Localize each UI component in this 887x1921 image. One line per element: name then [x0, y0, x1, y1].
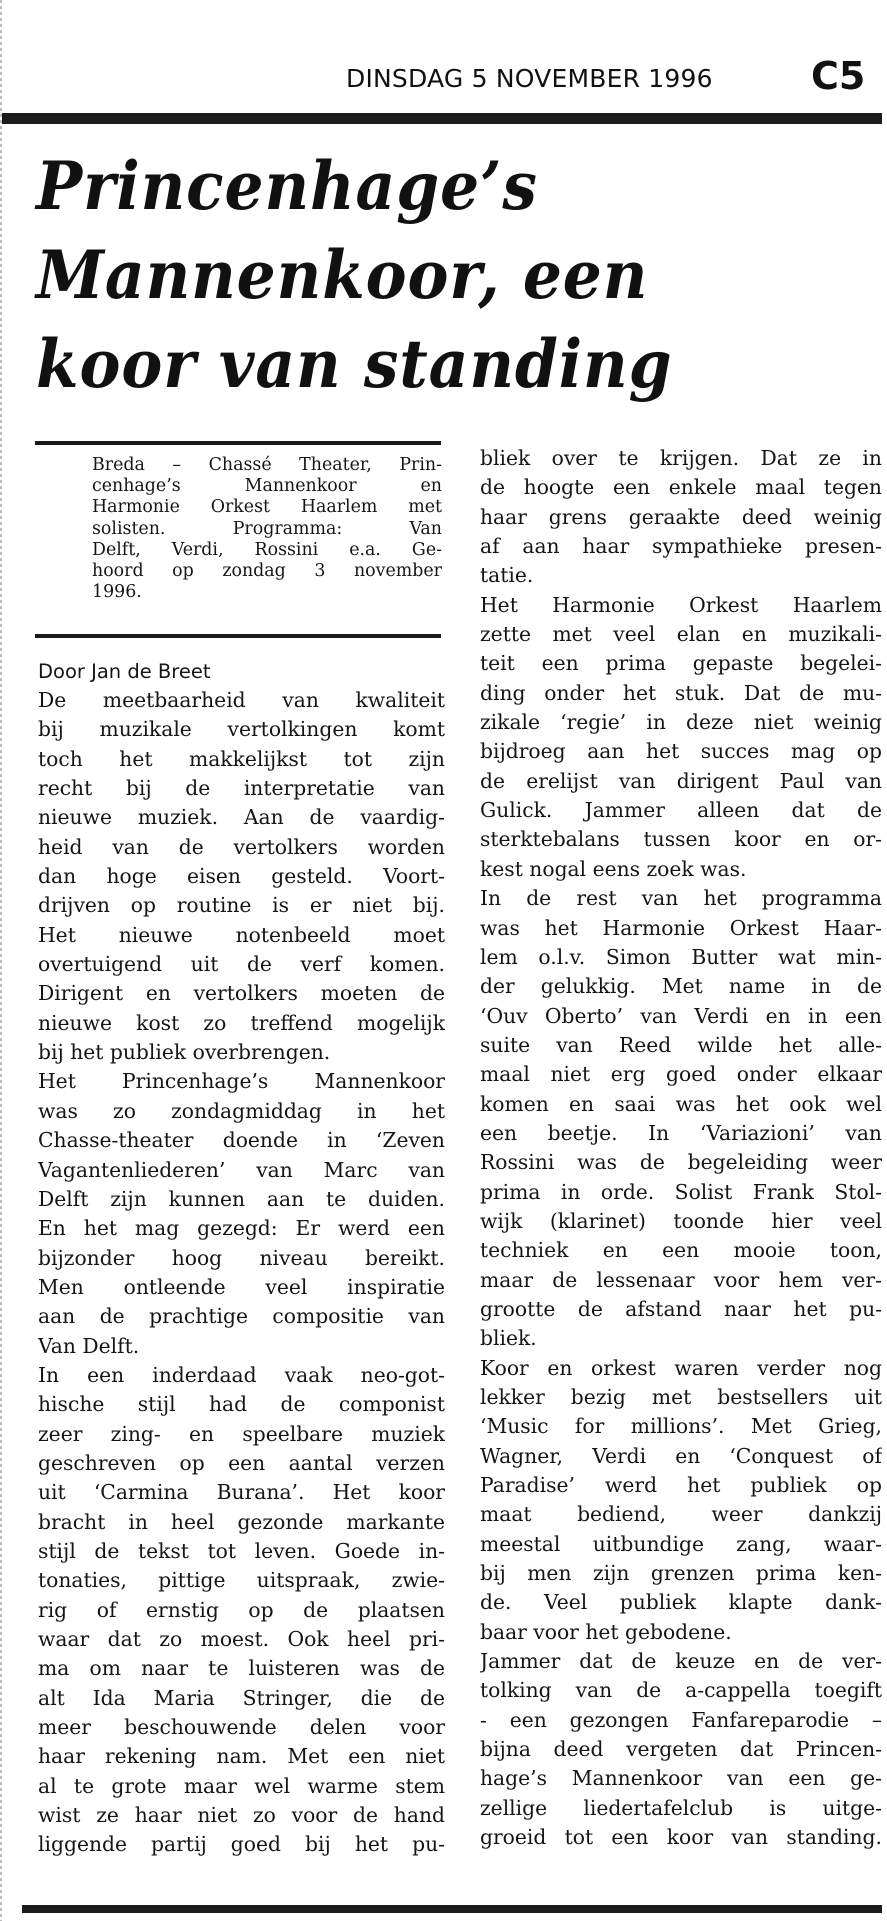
- body-text-line: teit een prima gepaste begelei-: [480, 651, 882, 676]
- body-text-line: Gulick. Jammer alleen dat de: [480, 798, 882, 823]
- body-text-line: was het Harmonie Orkest Haar-: [480, 915, 882, 940]
- issue-date: DINSDAG 5 NOVEMBER 1996: [346, 64, 713, 93]
- intro-rule-bottom: [35, 634, 441, 638]
- body-text-line: Jammer dat de keuze en de ver-: [480, 1649, 882, 1674]
- body-text-line: tatie.: [480, 563, 534, 588]
- body-text-line: - een gezongen Fanfareparodie –: [480, 1707, 882, 1732]
- body-text-line: recht bij de interpretatie van: [38, 776, 445, 801]
- body-text-line: bliek.: [480, 1326, 537, 1351]
- body-text-line: grootte de afstand naar het pu-: [480, 1296, 882, 1321]
- body-text-line: Dirigent en vertolkers moeten de: [38, 981, 445, 1006]
- body-text-line: waar dat zo moest. Ook heel pri-: [38, 1627, 445, 1651]
- body-text-line: ding onder het stuk. Dat de mu-: [480, 680, 882, 705]
- body-text-line: bij muzikale vertolkingen komt: [38, 717, 445, 742]
- event-info-box: [92, 455, 442, 603]
- body-text-line: Het nieuwe notenbeeld moet: [38, 922, 445, 947]
- body-text-line: toch het makkelijkst tot zijn: [38, 746, 445, 771]
- body-text-line: drijven op routine is er niet bij.: [38, 893, 445, 918]
- body-text-line: maal niet erg goed onder elkaar: [480, 1062, 882, 1087]
- body-text-line: maar de lessenaar voor hem ver-: [480, 1267, 882, 1292]
- body-text-line: Wagner, Verdi en ‘Conquest of: [480, 1443, 882, 1468]
- body-text-line: tolking van de a-cappella toegift: [480, 1678, 882, 1703]
- body-text-line: bijzonder hoog niveau bereikt.: [38, 1245, 445, 1270]
- headline-line: Mannenkoor, een: [36, 236, 649, 314]
- event-info-line: cenhage’s Mannenkoor en: [92, 476, 442, 497]
- body-text-line: groeid tot een koor van standing.: [480, 1825, 882, 1850]
- body-text-line: zellige liedertafelclub is uitge-: [480, 1795, 882, 1820]
- body-text-line: Van Delft.: [38, 1333, 140, 1358]
- body-text-line: kest nogal eens zoek was.: [480, 856, 747, 881]
- event-info-line: 1996.: [92, 582, 142, 603]
- body-text-line: In de rest van het programma: [480, 886, 882, 911]
- headline: [36, 142, 817, 409]
- body-text-line: ‘Ouv Oberto’ van Verdi en in een: [480, 1003, 882, 1028]
- body-text-line: een beetje. In ‘Variazioni’ van: [480, 1120, 882, 1145]
- body-text-line: tonaties, pittige uitspraak, zwie-: [38, 1568, 445, 1593]
- body-column-right: [480, 444, 882, 1853]
- body-text-line: haar grens geraakte deed weinig: [480, 504, 882, 529]
- body-text-line: hage’s Mannenkoor van een ge-: [480, 1766, 882, 1791]
- event-info-line: hoord op zondag 3 november: [92, 561, 442, 582]
- body-text-line: geschreven op een aantal verzen: [38, 1450, 445, 1475]
- body-text-line: rig of ernstig op de plaatsen: [38, 1597, 445, 1622]
- body-text-line: Chasse-theater doende in ‘Zeven: [38, 1128, 445, 1153]
- body-text-line: bij men zijn grenzen prima ken-: [480, 1561, 882, 1586]
- body-text-line: Men ontleende veel inspiratie: [38, 1274, 445, 1299]
- body-text-line: Het Princenhage’s Mannenkoor: [38, 1069, 445, 1094]
- headline-line: koor van standing: [36, 325, 673, 403]
- body-text-line: sterktebalans tussen koor en or-: [480, 827, 882, 852]
- event-info-line: Breda – Chassé Theater, Prin-: [92, 455, 442, 475]
- body-text-line: dan hoge eisen gesteld. Voort-: [38, 864, 445, 889]
- body-text-line: bij het publiek overbrengen.: [38, 1040, 331, 1065]
- body-text-line: zette met veel elan en muzikali-: [480, 622, 882, 647]
- body-text-line: wist ze haar niet zo voor de hand: [38, 1803, 445, 1828]
- body-text-line: wijk (klarinet) toonde hier veel: [480, 1208, 882, 1233]
- body-text-line: In een inderdaad vaak neo-got-: [38, 1362, 445, 1387]
- header-rule: [2, 113, 882, 124]
- body-text-line: uit ‘Carmina Burana’. Het koor: [38, 1480, 445, 1505]
- event-info-lines: [92, 455, 442, 603]
- body-text-line: techniek en een mooie toon,: [480, 1238, 882, 1263]
- event-info-line: Delft, Verdi, Rossini e.a. Ge-: [92, 539, 442, 560]
- body-text-line: alt Ida Maria Stringer, die de: [38, 1685, 445, 1710]
- body-text-line: Vagantenliederen’ van Marc van: [38, 1157, 445, 1182]
- body-text-line: de. Veel publiek klapte dank-: [480, 1590, 882, 1615]
- body-text-line: liggende partij goed bij het pu-: [38, 1832, 445, 1857]
- body-text-line: meer beschouwende delen voor: [38, 1715, 445, 1740]
- body-text-line: haar rekening nam. Met een niet: [38, 1744, 445, 1769]
- body-text-line: zikale ‘regie’ in deze niet weinig: [480, 710, 882, 735]
- body-text-line: overtuigend uit de verf komen.: [38, 952, 445, 977]
- body-text-line: En het mag gezegd: Er werd een: [38, 1216, 445, 1241]
- body-text-line: maat bediend, weer dankzij: [480, 1502, 882, 1527]
- footer-rule: [22, 1905, 882, 1913]
- body-text-line: heid van de vertolkers worden: [38, 834, 445, 859]
- body-text-line: bracht in heel gezonde markante: [38, 1509, 445, 1534]
- scan-edge: [0, 0, 2, 1921]
- body-text-line: suite van Reed wilde het alle-: [480, 1032, 882, 1057]
- body-text-line: Koor en orkest waren verder nog: [480, 1355, 882, 1380]
- body-text-line: lem o.l.v. Simon Butter wat min-: [480, 944, 882, 969]
- body-text-line: Rossini was de begeleiding weer: [480, 1150, 882, 1175]
- body-text-line: aan de prachtige compositie van: [38, 1304, 445, 1329]
- body-text-line: komen en saai was het ook wel: [480, 1091, 882, 1116]
- body-text-line: Het Harmonie Orkest Haarlem: [480, 592, 882, 617]
- event-info-line: solisten. Programma: Van: [92, 518, 442, 539]
- body-text-line: De meetbaarheid van kwaliteit: [38, 688, 445, 712]
- body-text-line: meestal uitbundige zang, waar-: [480, 1531, 882, 1556]
- body-text-line: af aan haar sympathieke presen-: [480, 534, 882, 559]
- body-text-line: Delft zijn kunnen aan te duiden.: [38, 1186, 445, 1211]
- intro-rule-top: [35, 441, 441, 445]
- body-text-line: Paradise’ werd het publiek op: [480, 1473, 882, 1498]
- body-text-line: baar voor het gebodene.: [480, 1619, 732, 1644]
- body-text-line: ‘Music for millions’. Met Grieg,: [480, 1414, 882, 1439]
- body-text-line: bijna deed vergeten dat Princen-: [480, 1737, 882, 1762]
- body-text-line: nieuwe muziek. Aan de vaardig-: [38, 805, 445, 830]
- body-text-line: de hoogte een enkele maal tegen: [480, 475, 882, 500]
- page-number: C5: [811, 54, 866, 98]
- body-text-line: de erelijst van dirigent Paul van: [480, 768, 882, 793]
- body-text-line: al te grote maar wel warme stem: [38, 1773, 445, 1798]
- body-text-line: lekker bezig met bestsellers uit: [480, 1385, 882, 1409]
- body-column-left: [38, 686, 445, 1860]
- event-info-line: Harmonie Orkest Haarlem met: [92, 497, 442, 518]
- body-text-line: der gelukkig. Met name in de: [480, 974, 882, 999]
- body-text-line: stijl de tekst tot leven. Goede in-: [38, 1538, 445, 1563]
- body-text-line: hische stijl had de componist: [38, 1392, 445, 1417]
- body-text-line: bijdroeg aan het succes mag op: [480, 739, 882, 764]
- body-text-line: bliek over te krijgen. Dat ze in: [480, 446, 882, 470]
- body-text-line: prima in orde. Solist Frank Stol-: [480, 1179, 882, 1204]
- body-text-line: zeer zing- en speelbare muziek: [38, 1421, 445, 1446]
- body-text-line: was zo zondagmiddag in het: [38, 1098, 445, 1123]
- body-text-line: ma om naar te luisteren was de: [38, 1656, 445, 1681]
- headline-line: Princenhage’s: [36, 147, 538, 225]
- body-text-line: nieuwe kost zo treffend mogelijk: [38, 1010, 445, 1035]
- byline: Door Jan de Breet: [38, 660, 211, 683]
